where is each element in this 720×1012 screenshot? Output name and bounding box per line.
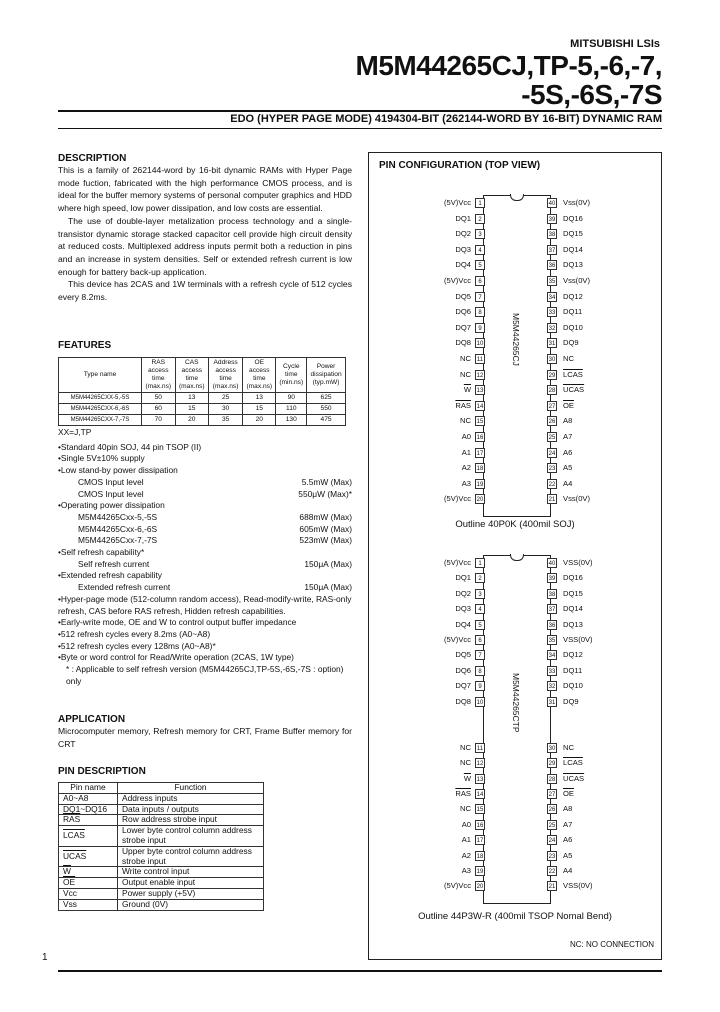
description-p2: The use of double-layer metalization process technology and a single-transistor dynamic storage stacked capacitor cell provide high circuit density at reduced costs. Multiplexed address inputs permit both a reduction in pins and an increase in system densities. Self or extended refresh current is low enough for battery back-up application. xyxy=(58,215,352,277)
application-section xyxy=(58,714,352,750)
list-item: •Extended refresh capability xyxy=(58,570,162,581)
features-heading: FEATURES xyxy=(58,340,112,351)
pin-label: (5V)Vcc xyxy=(443,558,471,567)
pin-label: NC xyxy=(563,742,574,752)
pin-number: 35 xyxy=(547,276,557,286)
table-cell: $\overline{W}$ xyxy=(59,867,118,878)
pin-number: 16 xyxy=(475,432,485,442)
pin-label: $\overline{W}$ xyxy=(463,773,471,783)
pin-label: A1 xyxy=(461,447,471,457)
table-row xyxy=(59,888,264,899)
pin-number: 7 xyxy=(475,650,485,660)
pin-label: DQ11 xyxy=(563,307,583,317)
pin-configuration-heading: PIN CONFIGURATION (TOP VIEW) xyxy=(379,160,541,171)
table-cell: 550 xyxy=(307,404,346,415)
pin-label: A0 xyxy=(461,432,471,441)
pin-number: 39 xyxy=(547,573,557,583)
pin-number: 40 xyxy=(547,558,557,568)
spec-label: M5M44265Cxx-6,-6S xyxy=(78,523,158,534)
pin-number: 29 xyxy=(547,758,557,768)
table-cell: 13 xyxy=(175,393,209,404)
table-header-cell: Pin name xyxy=(59,783,118,794)
list-item xyxy=(58,477,352,489)
table-cell: DQ1~DQ16 xyxy=(59,804,118,815)
pin-label: A7 xyxy=(563,819,573,829)
list-item: •Single 5V±10% supply xyxy=(58,453,145,464)
table-header-cell: OE access time (max.ns) xyxy=(243,358,276,393)
pin-number: 35 xyxy=(547,635,557,645)
pin-label: DQ8 xyxy=(455,338,471,348)
list-item: •512 refresh cycles every 8.2ms (A0~A8) xyxy=(58,628,211,639)
pin-number: 26 xyxy=(547,416,557,426)
spec-label: CMOS Input level xyxy=(78,476,144,487)
pin-label: A7 xyxy=(563,432,573,441)
pin-label: Vss(0V) xyxy=(563,494,591,504)
pin-number: 39 xyxy=(547,214,557,224)
pin-number: 20 xyxy=(475,881,485,891)
pin-number: 31 xyxy=(547,338,557,348)
pin-label: DQ8 xyxy=(455,696,471,706)
pin-number: 14 xyxy=(475,401,485,411)
header-rule-2 xyxy=(58,128,662,129)
list-item xyxy=(58,559,352,571)
table-cell: LCAS xyxy=(59,826,118,847)
pin-label: DQ5 xyxy=(455,650,471,660)
table-cell: M5M44265CXX-5,-5S xyxy=(59,393,142,404)
pin-label: $\overline{RAS}$ xyxy=(455,400,471,410)
list-item: •Operating power dissipation xyxy=(58,500,165,511)
pin-number: 27 xyxy=(547,789,557,799)
spec-label: M5M44265Cxx-5,-5S xyxy=(78,511,158,522)
pin-label: DQ16 xyxy=(563,213,583,223)
pin-number: 15 xyxy=(475,804,485,814)
table-row xyxy=(59,404,346,415)
table-cell: Row address strobe input xyxy=(118,815,264,826)
pin-label: NC xyxy=(460,804,471,814)
pin-label: DQ13 xyxy=(563,619,583,629)
pin-label: A4 xyxy=(563,478,573,488)
pin-number: 2 xyxy=(475,214,485,224)
table-cell: 20 xyxy=(243,415,276,426)
table-header-cell: CAS access time (max.ns) xyxy=(175,358,209,393)
pin-number: 37 xyxy=(547,245,557,255)
pin-label: Vss(0V) xyxy=(563,198,591,207)
table-cell: 35 xyxy=(209,415,243,426)
list-item: •Early-write mode, OE and W to control output buffer impedance xyxy=(58,617,297,628)
list-item xyxy=(58,512,352,524)
pin-number: 33 xyxy=(547,307,557,317)
description-p3: This device has 2CAS and 1W terminals with a refresh cycle of 512 cycles every 8.2ms. xyxy=(58,279,352,303)
list-item xyxy=(58,535,352,547)
pin-number: 15 xyxy=(475,416,485,426)
soj-outline-label: Outline 40P0K (400mil SOJ) xyxy=(455,519,575,530)
pin-number: 25 xyxy=(547,820,557,830)
table-cell: 50 xyxy=(142,393,176,404)
table-row xyxy=(59,793,264,804)
nc-note: NC: NO CONNECTION xyxy=(570,940,654,949)
table-cell: 60 xyxy=(142,404,176,415)
pin-label: (5V)Vcc xyxy=(443,635,471,644)
pin-label: DQ12 xyxy=(563,650,583,660)
pin-number: 12 xyxy=(475,370,485,380)
features-table-header xyxy=(59,358,346,393)
pin-number: 26 xyxy=(547,804,557,814)
pin-label: DQ4 xyxy=(455,619,471,629)
table-cell: 625 xyxy=(307,393,346,404)
pin-number: 27 xyxy=(547,401,557,411)
pin-label: DQ9 xyxy=(563,696,579,706)
pin-number: 31 xyxy=(547,697,557,707)
part-number-title: M5M44265CJ,TP-5,-6,-7, xyxy=(355,50,662,81)
table-row xyxy=(59,878,264,889)
pin-number: 29 xyxy=(547,370,557,380)
pin-number: 11 xyxy=(475,743,485,753)
application-heading: APPLICATION xyxy=(58,714,126,725)
pin-number: 3 xyxy=(475,589,485,599)
pin-label: LCAS xyxy=(563,369,583,379)
table-cell: Address inputs xyxy=(118,793,264,804)
pin-number: 34 xyxy=(547,650,557,660)
table-cell: UCAS xyxy=(59,846,118,867)
pin-number: 24 xyxy=(547,448,557,458)
pin-number: 38 xyxy=(547,229,557,239)
pin-number: 33 xyxy=(547,666,557,676)
pin-label: UCAS xyxy=(563,773,585,783)
pin-label: (5V)Vcc xyxy=(443,276,471,285)
pin-number: 10 xyxy=(475,697,485,707)
pin-number: 18 xyxy=(475,463,485,473)
pin-label: VSS(0V) xyxy=(563,635,593,644)
table-row xyxy=(59,415,346,426)
table-cell: Power supply (+5V) xyxy=(118,888,264,899)
pin-label: NC xyxy=(460,742,471,752)
spec-value: 688mW (Max) xyxy=(299,511,352,522)
pin-label: A3 xyxy=(461,478,471,488)
pin-number: 8 xyxy=(475,307,485,317)
table-row xyxy=(59,783,264,794)
pin-number: 4 xyxy=(475,245,485,255)
table-cell: 110 xyxy=(276,404,307,415)
pin-label: DQ13 xyxy=(563,260,583,270)
pin-label: DQ16 xyxy=(563,573,583,583)
description-heading: DESCRIPTION xyxy=(58,153,127,164)
pin-label: A6 xyxy=(563,835,573,845)
pin-number: 20 xyxy=(475,494,485,504)
pin-label: DQ1 xyxy=(455,573,471,583)
table-cell: 20 xyxy=(175,415,209,426)
pin-label: DQ4 xyxy=(455,260,471,270)
pin-label: A4 xyxy=(563,866,573,875)
pin-label: $\overline{OE}$ xyxy=(563,789,574,798)
table-cell: Output enable input xyxy=(118,878,264,889)
pin-number: 19 xyxy=(475,479,485,489)
table-cell: Lower byte control column address strobe input xyxy=(118,826,264,847)
pin-label: VSS(0V) xyxy=(563,881,593,891)
pin-label: DQ2 xyxy=(455,588,471,598)
pin-label: DQ15 xyxy=(563,229,583,239)
table-cell: M5M44265CXX-6,-6S xyxy=(59,404,142,415)
table-cell: Write control input xyxy=(118,867,264,878)
spec-label: Self refresh current xyxy=(78,558,150,569)
table-row xyxy=(59,846,264,867)
table-header-cell: Type name xyxy=(59,358,142,393)
spec-value: 605mW (Max) xyxy=(299,523,352,534)
pin-label: DQ3 xyxy=(455,604,471,614)
features-section xyxy=(58,340,352,687)
pin-label: NC xyxy=(563,354,574,363)
pin-label: $\overline{W}$ xyxy=(463,385,471,395)
pin-number: 32 xyxy=(547,681,557,691)
pin-label: DQ9 xyxy=(563,338,579,348)
table-note: XX=J,TP xyxy=(58,427,92,437)
list-item: * : Applicable to self refresh version (M5M44265CJ,TP-5S,-6S,-7S : option) only xyxy=(66,664,344,686)
list-item: •Low stand-by power dissipation xyxy=(58,465,178,476)
pin-description-section xyxy=(58,766,352,911)
pin-label: A3 xyxy=(461,866,471,875)
pin-number: 23 xyxy=(547,851,557,861)
features-table xyxy=(58,357,346,426)
pin-label: DQ6 xyxy=(455,307,471,317)
pin-number: 6 xyxy=(475,635,485,645)
pin-label: DQ7 xyxy=(455,681,471,691)
spec-label: M5M44265Cxx-7,-7S xyxy=(78,535,158,546)
application-text: Microcomputer memory, Refresh memory for CRT, Frame Buffer memory for CRT xyxy=(58,726,352,749)
table-cell: A0~A8 xyxy=(59,793,118,804)
table-cell: $\overline{RAS}$ xyxy=(59,815,118,826)
chip-part-name: M5M44265CTP xyxy=(511,673,521,733)
pin-label: A5 xyxy=(563,850,573,860)
pin-label: $\overline{OE}$ xyxy=(563,400,574,410)
pin-label: DQ12 xyxy=(563,291,583,301)
pin-number: 10 xyxy=(475,338,485,348)
pin-number: 38 xyxy=(547,589,557,599)
pin-number: 36 xyxy=(547,620,557,630)
pin-label: DQ7 xyxy=(455,322,471,332)
pin-number: 24 xyxy=(547,835,557,845)
pin-label: DQ1 xyxy=(455,213,471,223)
table-cell: 15 xyxy=(243,404,276,415)
table-cell: Ground (0V) xyxy=(118,899,264,910)
table-header-cell: Power dissipation (typ.mW) xyxy=(307,358,346,393)
pin-number: 22 xyxy=(547,866,557,876)
table-header-cell: Function xyxy=(118,783,264,794)
pin-number: 1 xyxy=(475,198,485,208)
pin-label: DQ6 xyxy=(455,665,471,675)
spec-value: 550μW (Max)* xyxy=(298,488,352,499)
footer-rule xyxy=(58,970,662,972)
pin-label: NC xyxy=(460,416,471,426)
pin-label: (5V)Vcc xyxy=(443,881,471,891)
list-item xyxy=(58,489,352,501)
pin-label: (5V)Vcc xyxy=(443,198,471,207)
pin-number: 13 xyxy=(475,774,485,784)
pin-number: 14 xyxy=(475,789,485,799)
header-rule xyxy=(58,110,662,112)
spec-value: 523mW (Max) xyxy=(299,535,352,546)
spec-label: Extended refresh current xyxy=(78,582,171,593)
pin-label: DQ10 xyxy=(563,322,583,332)
pin-description-heading: PIN DESCRIPTION xyxy=(58,766,146,777)
description-section xyxy=(58,153,352,304)
pin-label: A2 xyxy=(461,463,471,473)
pin-label: DQ10 xyxy=(563,681,583,691)
table-header-cell: Cycle time (min.ns) xyxy=(276,358,307,393)
pin-label: A0 xyxy=(461,819,471,829)
table-row xyxy=(59,815,264,826)
pin-label: A8 xyxy=(563,804,573,814)
pin-number: 6 xyxy=(475,276,485,286)
pin-number: 2 xyxy=(475,573,485,583)
pin-number: 12 xyxy=(475,758,485,768)
pin-label: DQ11 xyxy=(563,665,583,675)
table-cell: 15 xyxy=(175,404,209,415)
table-cell: 70 xyxy=(142,415,176,426)
pin-number: 21 xyxy=(547,494,557,504)
pin-number: 4 xyxy=(475,604,485,614)
pin-label: UCAS xyxy=(563,385,585,395)
list-item: •512 refresh cycles every 128ms (A0~A8)* xyxy=(58,640,216,651)
pin-label: $\overline{RAS}$ xyxy=(455,789,471,798)
table-cell: M5M44265CXX-7,-7S xyxy=(59,415,142,426)
table-cell: Upper byte control column address strobe input xyxy=(118,846,264,867)
pin-number: 3 xyxy=(475,229,485,239)
pin-number: 21 xyxy=(547,881,557,891)
list-item: •Byte or word control for Read/Write operation (2CAS, 1W type) xyxy=(58,652,294,663)
pin-number: 28 xyxy=(547,774,557,784)
pin-number: 23 xyxy=(547,463,557,473)
part-number-title-2: -5S,-6S,-7S xyxy=(521,79,662,110)
table-cell: 90 xyxy=(276,393,307,404)
table-cell: Vss xyxy=(59,899,118,910)
table-row xyxy=(59,899,264,910)
table-cell: Data inputs / outputs xyxy=(118,804,264,815)
pin-label: DQ3 xyxy=(455,244,471,254)
pin-number: 11 xyxy=(475,354,485,364)
pin-label: DQ15 xyxy=(563,588,583,598)
table-row xyxy=(59,867,264,878)
pin-number: 28 xyxy=(547,385,557,395)
spec-label: CMOS Input level xyxy=(78,488,144,499)
pin-number: 30 xyxy=(547,743,557,753)
pin-number: 25 xyxy=(547,432,557,442)
list-item xyxy=(58,582,352,594)
pin-number: 7 xyxy=(475,292,485,302)
table-cell: 475 xyxy=(307,415,346,426)
table-header-cell: RAS access time (max.ns) xyxy=(142,358,176,393)
table-cell: 13 xyxy=(243,393,276,404)
pin-label: DQ2 xyxy=(455,229,471,239)
pin-number: 17 xyxy=(475,835,485,845)
pin-number: 5 xyxy=(475,260,485,270)
table-header-cell: Address access time (max.ns) xyxy=(209,358,243,393)
spec-value: 150μA (Max) xyxy=(304,558,352,569)
list-item: •Self refresh capability* xyxy=(58,547,145,558)
pin-label: NC xyxy=(460,354,471,363)
table-cell: 25 xyxy=(209,393,243,404)
spec-value: 150μA (Max) xyxy=(304,582,352,593)
pin-number: 32 xyxy=(547,323,557,333)
pin-label: NC xyxy=(460,758,471,768)
pin-number: 16 xyxy=(475,820,485,830)
table-cell: $\overline{OE}$ xyxy=(59,878,118,889)
pin-number: 30 xyxy=(547,354,557,364)
pin-label: Vss(0V) xyxy=(563,276,591,285)
table-row xyxy=(59,804,264,815)
pin-number: 36 xyxy=(547,260,557,270)
pin-label: A1 xyxy=(461,835,471,845)
brand: MITSUBISHI LSIs xyxy=(570,38,660,50)
pin-number: 40 xyxy=(547,198,557,208)
pin-label: A8 xyxy=(563,416,573,426)
list-item: •Hyper-page mode (512-column random access), Read-modify-write, RAS-only refresh, CAS before RAS refresh, Hidden refresh capabilities. xyxy=(58,593,352,616)
pin-number: 5 xyxy=(475,620,485,630)
pin-number: 19 xyxy=(475,866,485,876)
pin-number: 9 xyxy=(475,323,485,333)
features-list xyxy=(58,442,352,688)
pin-number: 13 xyxy=(475,385,485,395)
description-p1: This is a family of 262144-word by 16-bit dynamic RAMs with Hyper Page mode fuction, fabricated with the high performance CMOS process, and is ideal for the buffer memory systems of personal computer graphics and HDD where high speed, low power dissipation, and low costs are essential. xyxy=(58,165,352,214)
list-item xyxy=(58,524,352,536)
pin-number: 37 xyxy=(547,604,557,614)
pin-configuration-box xyxy=(368,152,662,960)
pin-number: 22 xyxy=(547,479,557,489)
spec-value: 5.5mW (Max) xyxy=(301,476,352,487)
list-item: •Standard 40pin SOJ, 44 pin TSOP (II) xyxy=(58,441,202,452)
table-cell: 130 xyxy=(276,415,307,426)
pin-label: DQ14 xyxy=(563,604,583,614)
pin-label: DQ5 xyxy=(455,291,471,301)
table-cell: Vcc xyxy=(59,888,118,899)
pin-number: 18 xyxy=(475,851,485,861)
chip-part-name: M5M44265CJ xyxy=(511,313,521,366)
device-subtitle: EDO (HYPER PAGE MODE) 4194304-BIT (262144-WORD BY 16-BIT) DYNAMIC RAM xyxy=(230,113,662,125)
page-number: 1 xyxy=(42,952,48,963)
tsop-outline-label: Outline 44P3W-R (400mil TSOP Nomal Bend) xyxy=(418,911,612,922)
pin-number: 17 xyxy=(475,448,485,458)
pin-label: A6 xyxy=(563,447,573,457)
table-cell: 30 xyxy=(209,404,243,415)
pin-label: (5V)Vcc xyxy=(443,494,471,504)
pin-label: NC xyxy=(460,369,471,379)
pin-label: A2 xyxy=(461,850,471,860)
table-row xyxy=(59,393,346,404)
pin-label: LCAS xyxy=(563,758,583,768)
pin-label: DQ14 xyxy=(563,244,583,254)
table-row xyxy=(59,826,264,847)
pin-description-table xyxy=(58,782,264,911)
pin-label: VSS(0V) xyxy=(563,558,593,567)
pin-number: 9 xyxy=(475,681,485,691)
pin-number: 34 xyxy=(547,292,557,302)
pin-label: A5 xyxy=(563,463,573,473)
pin-number: 1 xyxy=(475,558,485,568)
pin-number: 8 xyxy=(475,666,485,676)
